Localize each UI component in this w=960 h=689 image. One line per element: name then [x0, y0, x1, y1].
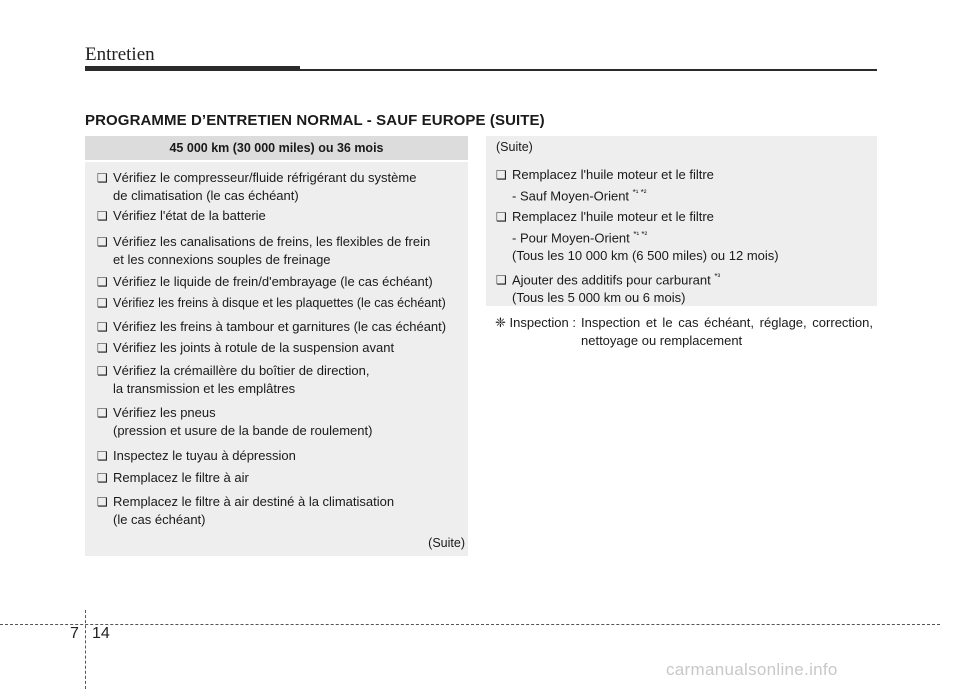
footnote-ref: *¹ *² — [633, 230, 648, 239]
continued-label: (Suite) — [496, 140, 533, 154]
checkbox-icon: ❑ — [496, 273, 507, 288]
footer-divider — [0, 624, 940, 625]
list-item: ❑ Ajouter des additifs pour carburant $^{*^3}$ (Tous les 5 000 km ou 6 mois) — [496, 272, 721, 306]
chapter-number: 7 — [70, 625, 79, 642]
list-item: ❑ Remplacez le filtre à air — [97, 470, 249, 485]
checkbox-icon: ❑ — [496, 210, 507, 224]
list-item: ❑ Vérifiez le liquide de frein/d'embrayage (le cas échéant) — [97, 274, 433, 289]
interval-header: 45 000 km (30 000 miles) ou 36 mois — [85, 136, 468, 162]
inspection-note-label: ❈ Inspection : — [495, 315, 576, 330]
list-item: ❑ Vérifiez les joints à rotule de la suspension avant — [97, 340, 395, 355]
checkbox-icon: ❑ — [97, 341, 108, 355]
page-number-divider — [85, 610, 86, 689]
footnote-ref: *¹ *² — [632, 188, 647, 197]
list-item: ❑ Inspectez le tuyau à dépression — [97, 448, 296, 463]
checkbox-icon: ❑ — [97, 320, 108, 334]
checkbox-icon: ❑ — [496, 168, 507, 182]
section-title: Entretien — [85, 44, 155, 65]
list-item: ❑ Vérifiez le compresseur/fluide réfrigérant du système de climatisation (le cas échéant) — [97, 170, 417, 203]
checkbox-icon: ❑ — [97, 495, 108, 509]
checkbox-icon: ❑ — [97, 275, 108, 289]
checkbox-icon: ❑ — [97, 406, 108, 420]
watermark: carmanualsonline.info — [666, 660, 838, 679]
page-number: 14 — [92, 625, 110, 642]
maintenance-continued-panel — [486, 136, 877, 306]
list-item: ❑ Vérifiez l'état de la batterie — [97, 208, 266, 223]
list-item: ❑ Remplacez le filtre à air destiné à la climatisation (le cas échéant) — [97, 494, 395, 527]
checkbox-icon: ❑ — [97, 471, 108, 485]
inspection-note-text: Inspection et le cas échéant, réglage, correction, nettoyage ou remplacement — [581, 315, 873, 348]
footnote-ref: *³ — [714, 272, 721, 281]
checkbox-icon: ❑ — [97, 171, 108, 185]
list-item: ❑ Remplacez l'huile moteur et le filtre - Sauf Moyen-Orient $^{*^1 *^2}$ — [496, 167, 714, 204]
list-item: ❑ Vérifiez les canalisations de freins, les flexibles de frein et les connexions souples de freinage — [97, 234, 431, 267]
list-item: ❑ Remplacez l'huile moteur et le filtre - Pour Moyen-Orient $^{*^1 *^2}$ (Tous les 10 000 km (6 500 miles) ou 12 mois) — [496, 209, 779, 264]
list-item: ❑ Vérifiez la crémaillère du boîtier de direction, la transmission et les emplâtres — [97, 363, 370, 396]
checkbox-icon: ❑ — [97, 235, 108, 249]
list-item: ❑ Vérifiez les pneus (pression et usure de la bande de roulement) — [97, 405, 373, 438]
program-title: PROGRAMME D’ENTRETIEN NORMAL - SAUF EUROPE (SUITE) — [85, 112, 545, 129]
checkbox-icon: ❑ — [97, 449, 108, 463]
header-rule-thin — [300, 69, 877, 71]
checkbox-icon: ❑ — [97, 209, 108, 223]
continued-label: (Suite) — [428, 536, 465, 550]
header-rule-thick — [85, 66, 300, 71]
checkbox-icon: ❑ — [97, 296, 108, 310]
checkbox-icon: ❑ — [97, 364, 108, 378]
list-item: ❑ Vérifiez les freins à disque et les plaquettes (le cas échéant) — [97, 296, 446, 310]
list-item: ❑ Vérifiez les freins à tambour et garnitures (le cas échéant) — [97, 319, 447, 334]
maintenance-interval-panel — [85, 136, 468, 556]
